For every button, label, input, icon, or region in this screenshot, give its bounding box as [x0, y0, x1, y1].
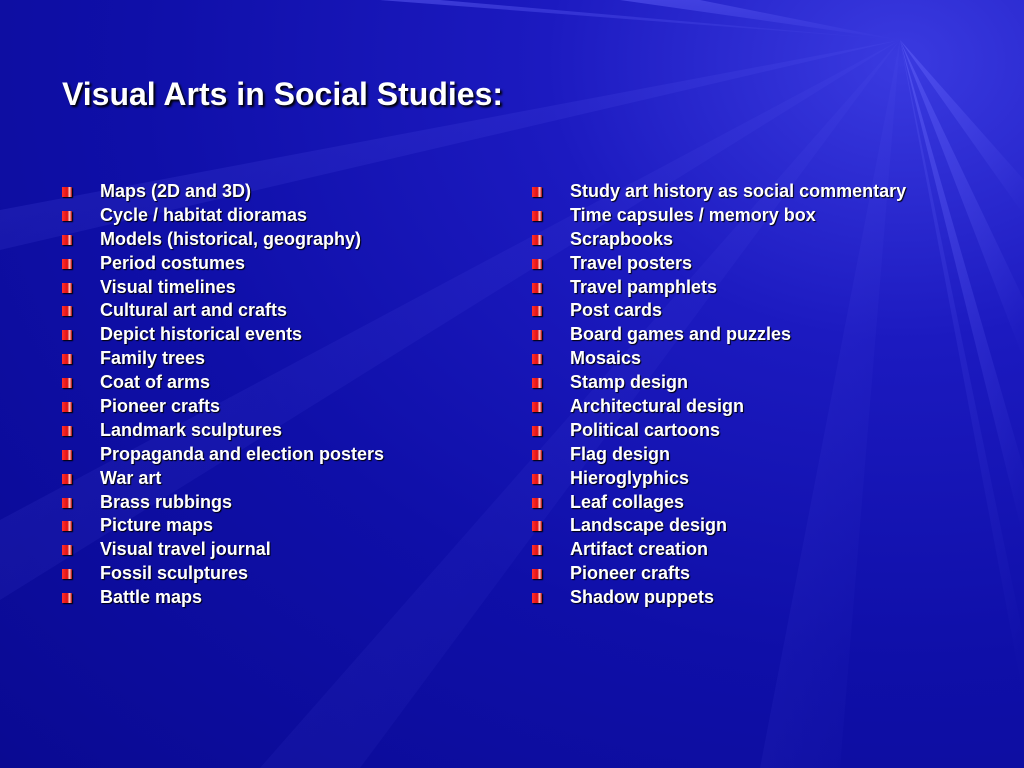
list-item-label: Hieroglyphics [570, 467, 690, 488]
list-item-label: Models (historical, geography) [100, 228, 362, 249]
list-item-label: Study art history as social commentary [570, 181, 907, 201]
list-item-label: Period costumes [100, 252, 246, 273]
square-bullet-icon [532, 354, 542, 364]
square-bullet-icon [62, 402, 72, 412]
square-bullet-icon [62, 259, 72, 269]
list-item-label: Maps (2D and 3D) [100, 181, 252, 201]
list-item-label: Political cartoons [570, 419, 721, 440]
list-item-label: Board games and puzzles [570, 324, 792, 345]
square-bullet-icon [532, 569, 542, 579]
list-item-label: Travel posters [570, 252, 693, 273]
list-item-label: Landmark sculptures [100, 419, 283, 440]
square-bullet-icon [532, 378, 542, 388]
square-bullet-icon [532, 498, 542, 508]
list-item-label: Scrapbooks [570, 228, 674, 249]
list-item-label: War art [100, 467, 162, 488]
list-item-label: Battle maps [100, 587, 203, 608]
list-item-label: Mosaics [570, 348, 642, 369]
slide-title: Visual Arts in Social Studies: [62, 76, 504, 112]
list-item-label: Architectural design [570, 396, 745, 417]
list-item-label: Visual timelines [100, 276, 236, 297]
list-item-label: Fossil sculptures [100, 563, 249, 584]
list-item-label: Landscape design [570, 515, 728, 536]
list-item-label: Depict historical events [100, 324, 303, 345]
square-bullet-icon [62, 426, 72, 436]
square-bullet-icon [62, 187, 72, 197]
square-bullet-icon [62, 593, 72, 603]
square-bullet-icon [62, 235, 72, 245]
list-item-label: Flag design [570, 443, 671, 464]
list-item-label: Shadow puppets [570, 587, 714, 608]
list-item-label: Picture maps [100, 515, 214, 536]
list-item-label: Pioneer crafts [100, 396, 221, 417]
square-bullet-icon [532, 211, 542, 221]
list-item-label: Artifact creation [570, 539, 709, 560]
list-item-label: Family trees [100, 348, 206, 369]
square-bullet-icon [62, 474, 72, 484]
square-bullet-icon [532, 187, 542, 197]
list-item-label: Post cards [570, 300, 663, 321]
square-bullet-icon [62, 545, 72, 555]
square-bullet-icon [532, 426, 542, 436]
square-bullet-icon [62, 306, 72, 316]
square-bullet-icon [62, 283, 72, 293]
square-bullet-icon [532, 474, 542, 484]
list-item-label: Travel pamphlets [570, 276, 718, 297]
square-bullet-icon [62, 498, 72, 508]
list-item-label: Pioneer crafts [570, 563, 691, 584]
list-item-label: Propaganda and election posters [100, 443, 385, 464]
square-bullet-icon [532, 330, 542, 340]
square-bullet-icon [62, 378, 72, 388]
square-bullet-icon [532, 402, 542, 412]
list-item-label: Visual travel journal [100, 539, 271, 560]
square-bullet-icon [532, 259, 542, 269]
square-bullet-icon [532, 235, 542, 245]
list-item-label: Stamp design [570, 372, 689, 393]
square-bullet-icon [532, 545, 542, 555]
list-item-label: Brass rubbings [100, 491, 233, 512]
square-bullet-icon [62, 354, 72, 364]
square-bullet-icon [62, 330, 72, 340]
square-bullet-icon [532, 283, 542, 293]
list-item-label: Leaf collages [570, 491, 685, 512]
square-bullet-icon [62, 569, 72, 579]
square-bullet-icon [532, 306, 542, 316]
square-bullet-icon [62, 521, 72, 531]
list-item-label: Time capsules / memory box [570, 204, 816, 225]
square-bullet-icon [532, 593, 542, 603]
square-bullet-icon [62, 211, 72, 221]
list-item-label: Coat of arms [100, 372, 211, 393]
square-bullet-icon [532, 521, 542, 531]
square-bullet-icon [532, 450, 542, 460]
square-bullet-icon [62, 450, 72, 460]
list-item-label: Cycle / habitat dioramas [100, 204, 308, 225]
list-item-label: Cultural art and crafts [100, 300, 288, 321]
